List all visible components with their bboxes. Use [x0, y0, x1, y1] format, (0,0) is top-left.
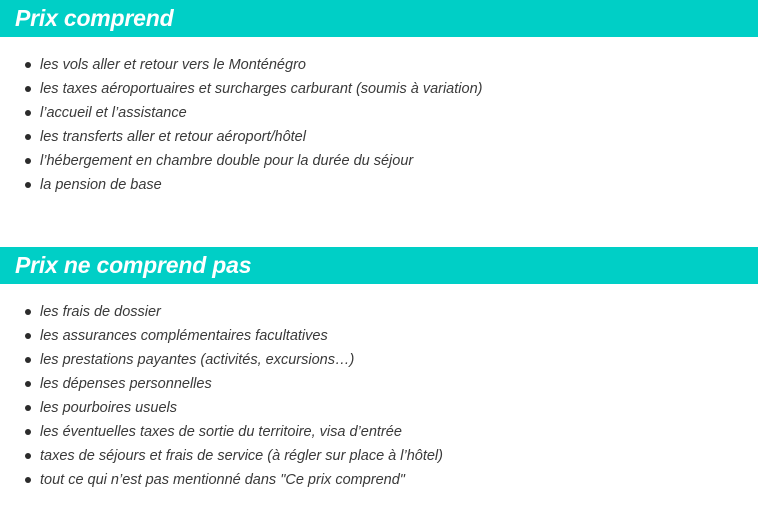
bullet-icon	[25, 86, 31, 92]
bullet-icon	[25, 309, 31, 315]
bullet-icon	[25, 405, 31, 411]
list-item-text: l’hébergement en chambre double pour la durée du séjour	[40, 153, 414, 169]
bullet-icon	[25, 134, 31, 140]
list-item-text: les taxes aéroportuaires et surcharges carburant (soumis à variation)	[40, 81, 483, 97]
list-item	[0, 300, 758, 324]
section-title: Prix comprend	[15, 5, 174, 31]
list-item-text: les vols aller et retour vers le Monténégro	[40, 57, 306, 73]
bullet-icon	[25, 182, 31, 188]
list-item-text: les frais de dossier	[40, 304, 161, 320]
list-item	[0, 348, 758, 372]
bullet-icon	[25, 110, 31, 116]
list-item-text: la pension de base	[40, 177, 162, 193]
bullet-icon	[25, 381, 31, 387]
list-item	[0, 101, 758, 125]
list-item-text: les pourboires usuels	[40, 400, 178, 416]
list-item	[0, 324, 758, 348]
bullet-icon	[25, 477, 31, 483]
list-item	[0, 420, 758, 444]
list-item	[0, 173, 758, 197]
list-item-text: les éventuelles taxes de sortie du territoire, visa d’entrée	[40, 424, 402, 440]
bullet-icon	[25, 429, 31, 435]
included-list	[0, 53, 758, 197]
bullet-icon	[25, 453, 31, 459]
section-header-excluded	[0, 247, 758, 284]
section-title: Prix ne comprend pas	[15, 252, 252, 278]
bullet-icon	[25, 158, 31, 164]
list-item	[0, 125, 758, 149]
bullet-icon	[25, 62, 31, 68]
list-item-text: les transferts aller et retour aéroport/hôtel	[40, 129, 306, 145]
list-item	[0, 468, 758, 492]
list-item-text: les dépenses personnelles	[40, 376, 212, 392]
list-item-text: l’accueil et l’assistance	[40, 105, 187, 121]
list-item	[0, 77, 758, 101]
list-item	[0, 372, 758, 396]
list-item	[0, 149, 758, 173]
list-item-text: tout ce qui n’est pas mentionné dans "Ce prix comprend"	[40, 472, 405, 488]
bullet-icon	[25, 357, 31, 363]
list-item-text: les assurances complémentaires facultatives	[40, 328, 328, 344]
bullet-icon	[25, 333, 31, 339]
list-item-text: les prestations payantes (activités, excursions…)	[40, 352, 355, 368]
list-item	[0, 444, 758, 468]
excluded-list	[0, 300, 758, 492]
list-item	[0, 396, 758, 420]
list-item-text: taxes de séjours et frais de service (à régler sur place à l’hôtel)	[40, 448, 443, 464]
section-header-included	[0, 0, 758, 37]
list-item	[0, 53, 758, 77]
